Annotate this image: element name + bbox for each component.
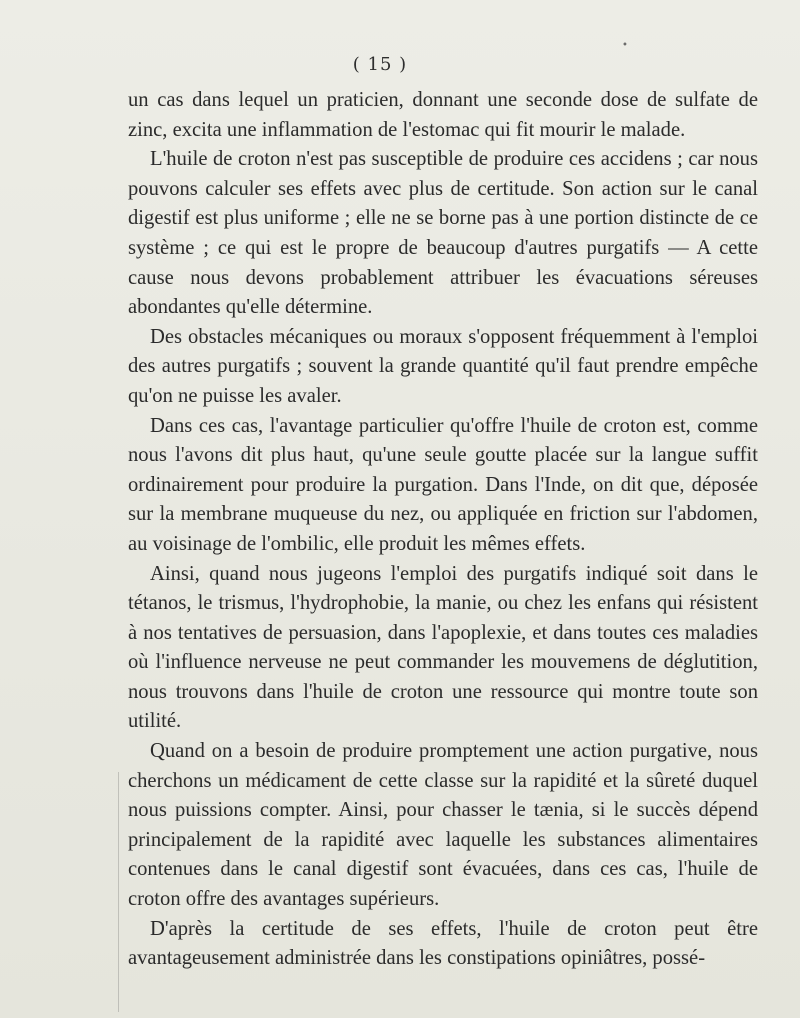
page-number: ( 15 )	[352, 54, 408, 75]
paragraph-6: Quand on a besoin de produire promptement une action purgative, nous cherchons un médicament de cette classe sur la rapidité et la sûreté duquel nous puissions compter. Ainsi, pour chasser le tænia, si le succès dépend principalement de la rapidité avec laquelle les substances alimentaires contenues dans le canal digestif sont évacuées, dans ces cas, l'huile de croton offre des avantages supérieurs.	[128, 740, 758, 911]
margin-line	[118, 772, 119, 1012]
paragraph-2: L'huile de croton n'est pas susceptible de produire ces accidens ; car nous pouvons calculer ses effets avec plus de certitude. Son action sur le canal digestif est plus uniforme ; elle ne se borne pas à une portion distincte de ce système ; ce qui est le propre de beaucoup d'autres purgatifs — A cette cause nous devons probablement attribuer les évacuations séreuses abondantes qu'elle détermine.	[128, 148, 758, 319]
page-mark: •	[622, 40, 628, 51]
paragraph-4: Dans ces cas, l'avantage particulier qu'offre l'huile de croton est, comme nous l'avons dit plus haut, qu'une seule goutte placée sur la langue suffit ordinairement pour produire la purgation. Dans l'Inde, on dit que, déposée sur la membrane muqueuse du nez, ou appliquée en friction sur l'abdomen, au voisinage de l'ombilic, elle produit les mêmes effets.	[128, 414, 758, 555]
paragraph-5: Ainsi, quand nous jugeons l'emploi des purgatifs indiqué soit dans le tétanos, le trismus, l'hydrophobie, la manie, ou chez les enfans qui résistent à nos tentatives de persuasion, dans l'apoplexie, et dans toutes ces maladies où l'influence nerveuse ne peut commander les mouvemens de déglutition, nous trouvons dans l'huile de croton une ressource qui montre toute son utilité.	[128, 562, 758, 733]
paragraph-1: un cas dans lequel un praticien, donnant une seconde dose de sulfate de zinc, excita une inflammation de l'estomac qui fit mourir le malade.	[128, 89, 758, 141]
paragraph-3: Des obstacles mécaniques ou moraux s'opposent fréquemment à l'emploi des autres purgatifs ; souvent la grande quantité qu'il faut prendre empêche qu'on ne puisse les avaler.	[128, 325, 758, 407]
paragraph-7: D'après la certitude de ses effets, l'huile de croton peut être avantageusement administrée dans les constipations opiniâtres, possé-	[128, 917, 758, 970]
body-text	[128, 86, 758, 974]
